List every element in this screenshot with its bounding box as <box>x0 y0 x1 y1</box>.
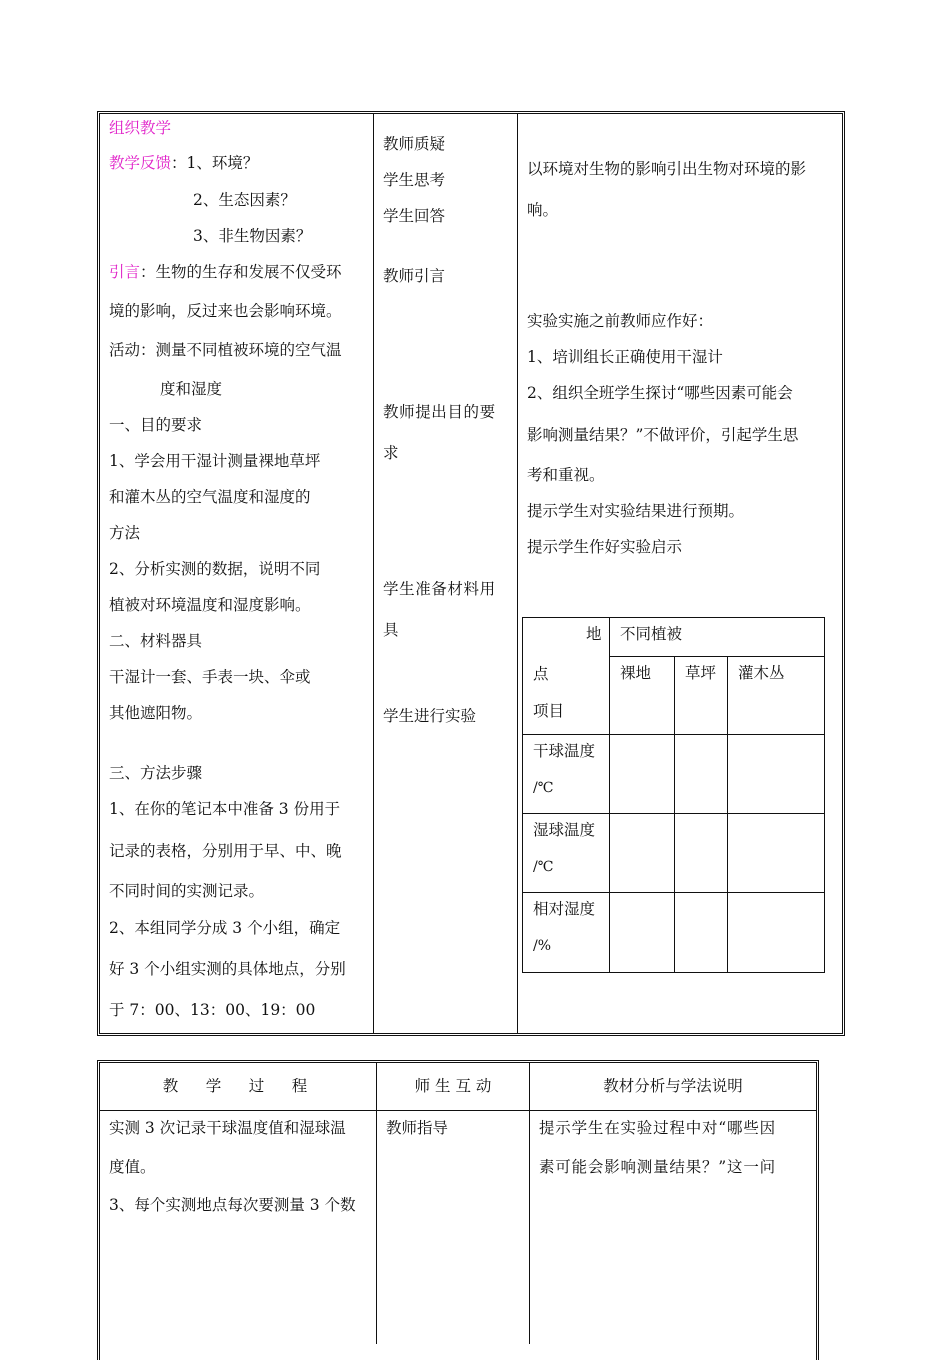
table2-divider-2 <box>529 1063 530 1344</box>
column-shrub: 灌木丛 <box>738 664 785 682</box>
org-teaching: 组织教学 <box>109 119 172 137</box>
step-2a: 2、本组同学分成 3 个小组，确定 <box>109 919 341 937</box>
row-wet-bulb-b: /℃ <box>533 859 554 875</box>
record-table-vline-2 <box>674 656 675 973</box>
intro-text-1: ：生物的生存和发展不仅受环 <box>140 263 342 281</box>
record-table-hline-2 <box>522 734 825 735</box>
step-1c: 不同时间的实测记录。 <box>109 882 265 900</box>
section-2-line-b: 其他遮阳物。 <box>109 704 203 722</box>
interaction-teacher-guide: 教师指导 <box>386 1119 449 1137</box>
analysis-p5: 提示学生对实验结果进行预期。 <box>527 502 745 520</box>
row-dry-bulb-b: /℃ <box>533 780 554 796</box>
row-humidity-a: 相对湿度 <box>533 900 596 918</box>
analysis-p4b: 影响测量结果？”不做评价，引起学生思 <box>527 426 799 444</box>
analysis2-line-a: 提示学生在实验过程中对“哪些因 <box>539 1119 776 1137</box>
record-table-vline-3 <box>727 656 728 973</box>
step-2c: 于 7：00、13：00、19：00 <box>109 1001 316 1019</box>
section-1-title: 一、目的要求 <box>109 416 203 434</box>
record-table-hline-3 <box>522 813 825 814</box>
feedback-label: 教学反馈 <box>109 154 172 172</box>
section-2-line-a: 干湿计一套、手表一块、伞或 <box>109 668 311 686</box>
section-1-item-1a: 1、学会用干湿计测量裸地草坪 <box>109 452 321 470</box>
step-1b: 记录的表格，分别用于早、中、晚 <box>109 842 342 860</box>
group-header: 不同植被 <box>620 625 683 643</box>
interaction-teacher-goal-a: 教师提出目的要 <box>383 403 496 421</box>
interaction-prepare-a: 学生准备材料用 <box>383 580 496 598</box>
section-2-title: 二、材料器具 <box>109 632 203 650</box>
feedback-line <box>109 151 258 173</box>
feedback-q1: ：1、环境？ <box>171 154 259 172</box>
intro-line <box>109 260 342 282</box>
row-dry-bulb-a: 干球温度 <box>533 742 596 760</box>
section-1-item-2b: 植被对环境温度和湿度影响。 <box>109 596 311 614</box>
analysis-p1a: 以环境对生物的影响引出生物对环境的影 <box>527 160 807 178</box>
corner-mid: 点 <box>533 665 549 683</box>
activity-line-2: 度和湿度 <box>160 380 223 398</box>
row-wet-bulb-a: 湿球温度 <box>533 821 596 839</box>
intro-label: 引言 <box>109 263 141 281</box>
record-table-hline-4 <box>522 892 825 893</box>
section-1-item-2a: 2、分析实测的数据，说明不同 <box>109 560 321 578</box>
interaction-prepare-b: 具 <box>383 621 399 639</box>
column-bare-ground: 裸地 <box>620 664 652 682</box>
header-interaction: 师 生 互 动 <box>414 1077 492 1095</box>
header-teaching-process: 教 学 过 程 <box>162 1077 314 1095</box>
analysis-p4c: 考和重视。 <box>527 466 605 484</box>
table1-divider-2 <box>517 113 518 1034</box>
table1-divider-1 <box>373 113 374 1034</box>
table2-header-line <box>100 1110 816 1111</box>
record-table-vline-1 <box>609 617 610 973</box>
analysis-p3: 1、培训组长正确使用干湿计 <box>527 348 723 366</box>
analysis2-line-b: 素可能会影响测量结果？”这一问 <box>539 1158 776 1176</box>
corner-bottom: 项目 <box>533 702 565 720</box>
analysis-p6: 提示学生作好实验启示 <box>527 538 683 556</box>
section-1-item-1c: 方法 <box>109 524 141 542</box>
header-analysis: 教材分析与学法说明 <box>603 1077 743 1095</box>
process-line-a: 实测 3 次记录干球温度值和湿球温 <box>109 1119 346 1137</box>
row-humidity-b: /% <box>533 938 552 954</box>
corner-top: 地 <box>586 625 602 643</box>
process-line-b: 度值。 <box>109 1158 156 1176</box>
analysis-p2: 实验实施之前教师应作好： <box>527 312 714 330</box>
intro-text-2: 境的影响，反过来也会影响环境。 <box>109 302 342 320</box>
feedback-q3: 3、非生物因素？ <box>193 227 312 245</box>
interaction-experiment: 学生进行实验 <box>383 707 477 725</box>
process-line-c: 3、每个实测地点每次要测量 3 个数 <box>109 1196 356 1214</box>
interaction-student-answer: 学生回答 <box>383 207 446 225</box>
record-table-hline-1 <box>609 656 825 657</box>
interaction-student-think: 学生思考 <box>383 171 446 189</box>
interaction-teacher-question: 教师质疑 <box>383 135 446 153</box>
table2-divider-1 <box>376 1063 377 1344</box>
step-1a: 1、在你的笔记本中准备 3 份用于 <box>109 800 341 818</box>
analysis-p4a: 2、组织全班学生探讨“哪些因素可能会 <box>527 384 793 402</box>
step-2b: 好 3 个小组实测的具体地点，分别 <box>109 960 346 978</box>
feedback-q2: 2、生态因素？ <box>193 191 296 209</box>
column-lawn: 草坪 <box>685 664 717 682</box>
activity-line-1: 活动：测量不同植被环境的空气温 <box>109 341 342 359</box>
interaction-teacher-goal-b: 求 <box>383 444 399 462</box>
section-3-title: 三、方法步骤 <box>109 764 203 782</box>
interaction-teacher-intro: 教师引言 <box>383 267 446 285</box>
analysis-p1b: 响。 <box>527 201 559 219</box>
section-1-item-1b: 和灌木丛的空气温度和湿度的 <box>109 488 311 506</box>
